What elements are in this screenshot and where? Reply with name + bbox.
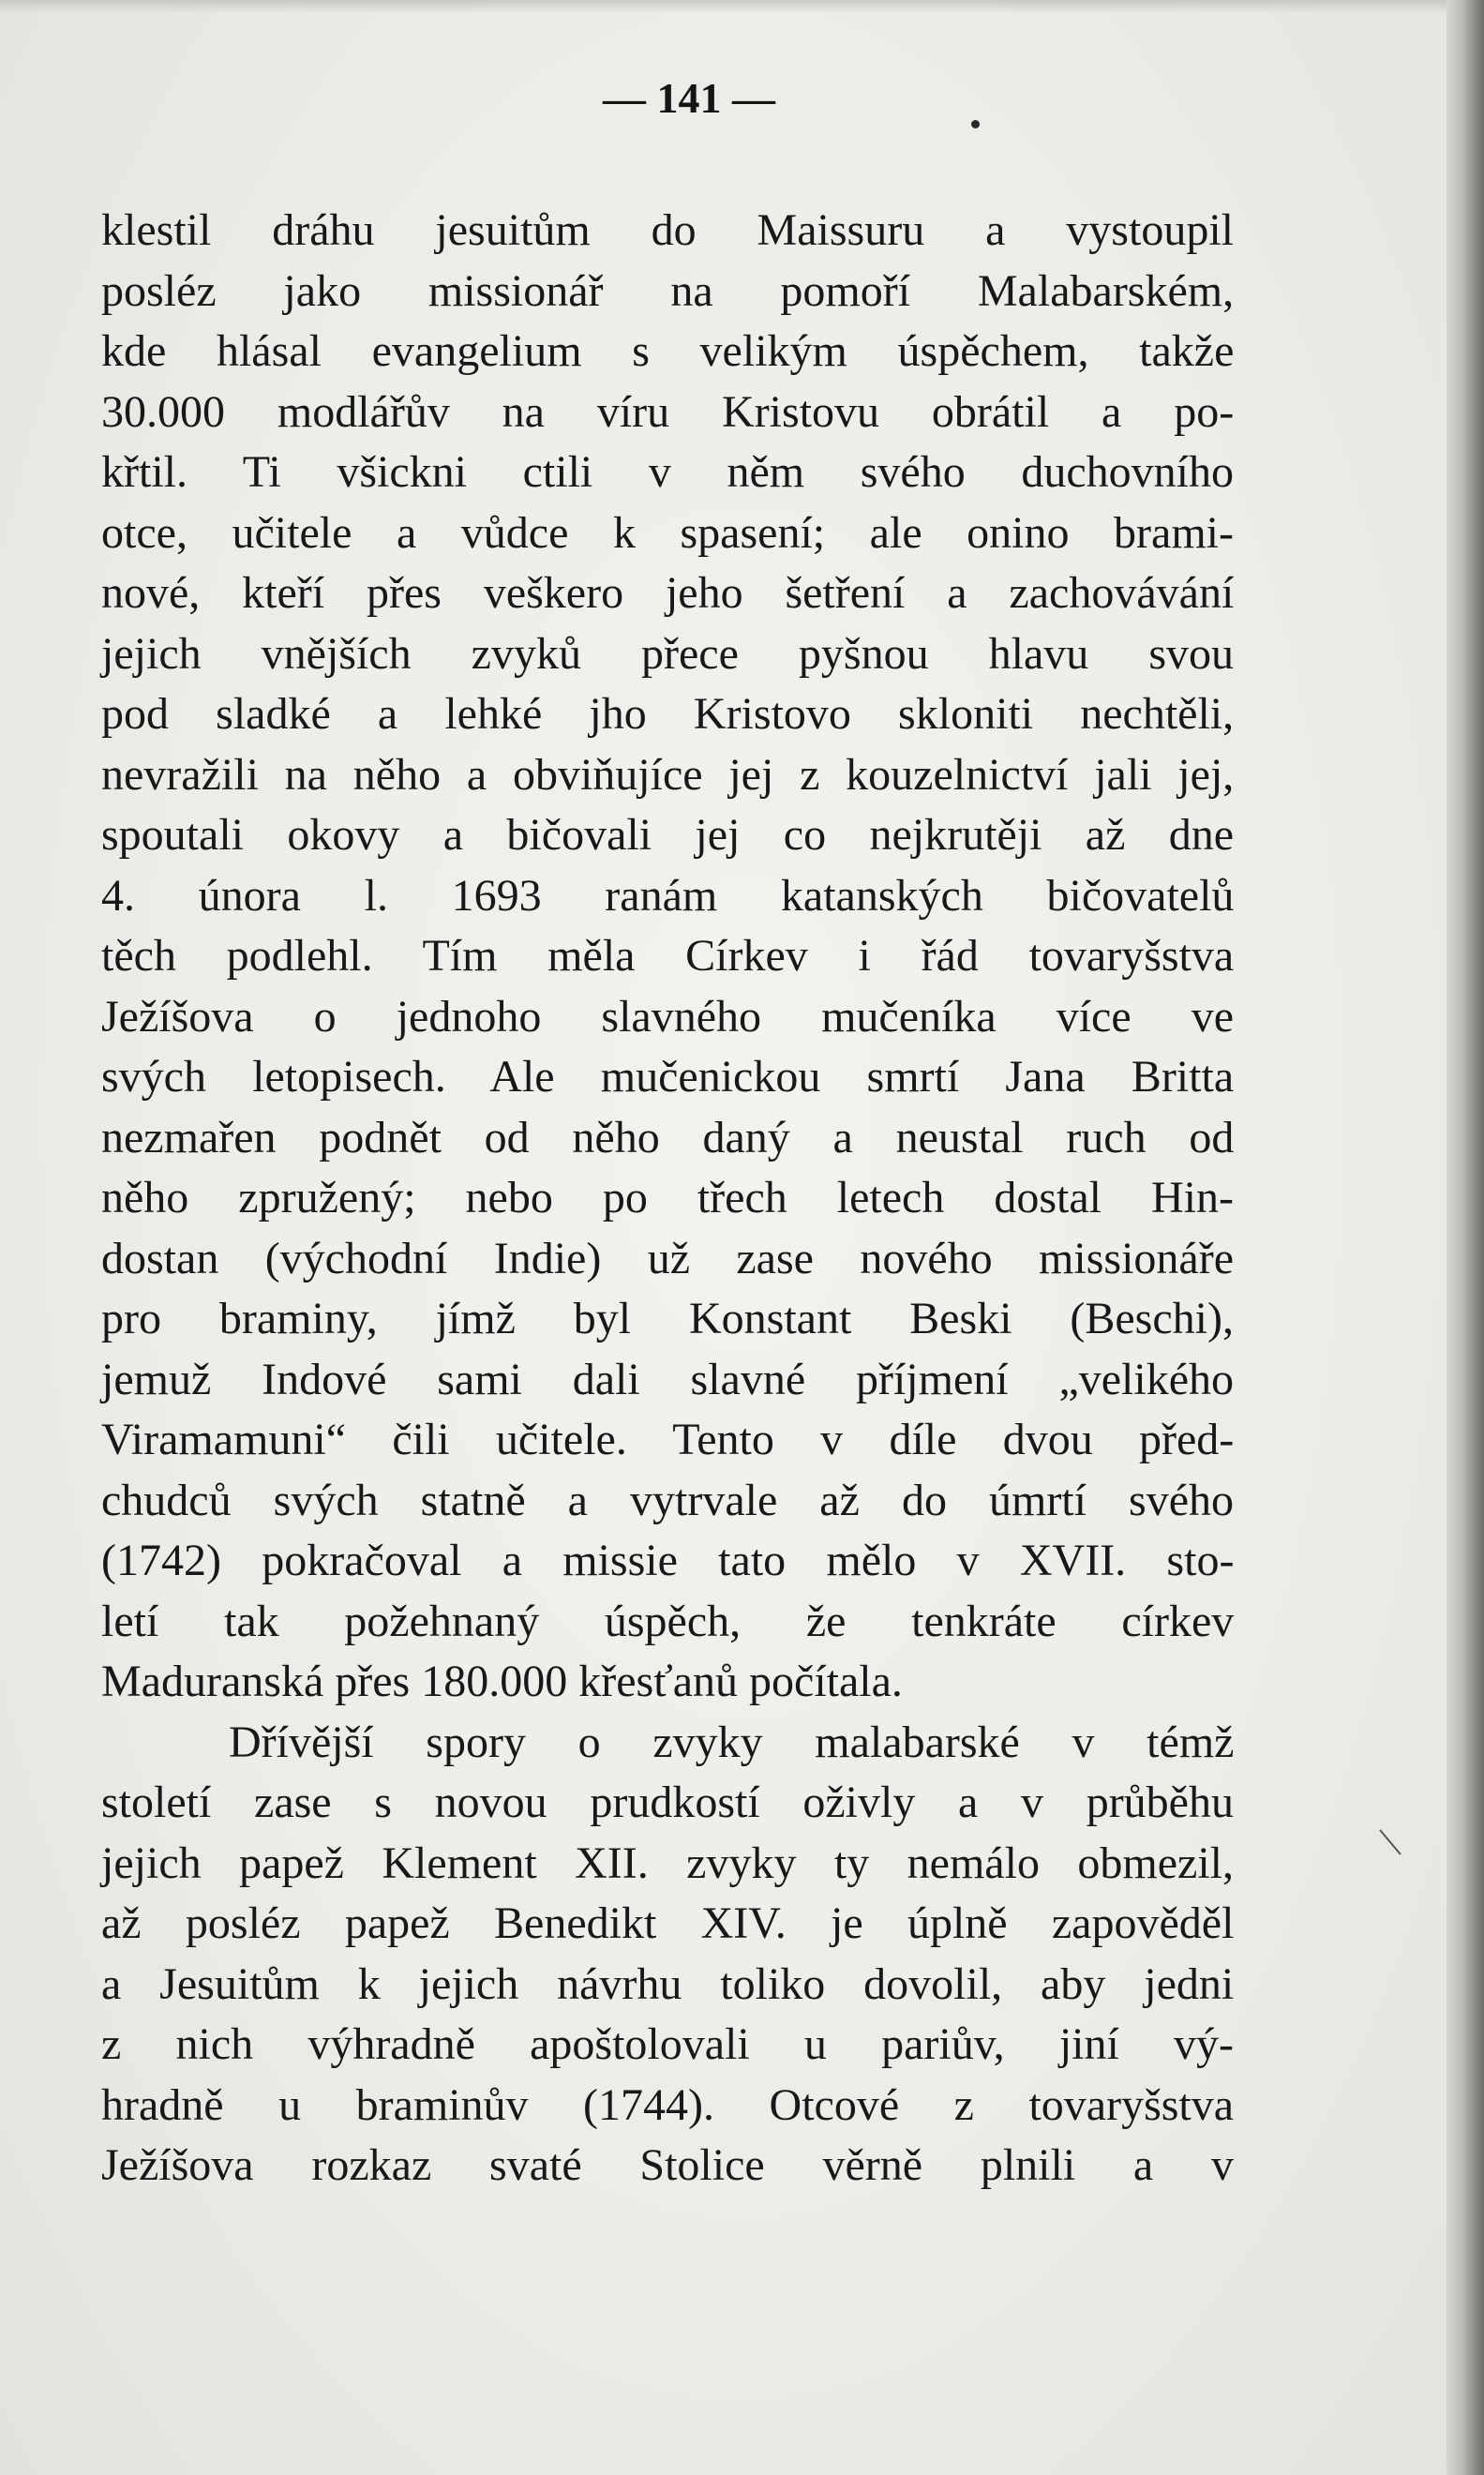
text-line: spoutali okovy a bičovali jej co nejkrutěji až dne <box>101 810 1235 860</box>
text-line: 4. února l. 1693 ranám katanských bičovatelů <box>101 870 1235 921</box>
page-top-shadow <box>0 0 1484 13</box>
text-line: Ježíšova o jednoho slavného mučeníka více ve <box>101 991 1234 1042</box>
paper-mark <box>1379 1829 1401 1854</box>
text-line: jemuž Indové sami dali slavné příjmení „velikého <box>101 1354 1235 1404</box>
text-line: otce, učitele a vůdce k spasení; ale onino brami- <box>101 507 1234 558</box>
text-line: jejich papež Klement XII. zvyky ty nemálo obmezil, <box>101 1838 1234 1888</box>
text-line: svých letopisech. Ale mučenickou smrtí Jana Britta <box>101 1052 1235 1102</box>
text-line: křtil. Ti všickni ctili v něm svého duchovního <box>101 447 1234 497</box>
text-line: těch podlehl. Tím měla Církev i řád tovaryšstva <box>101 931 1235 981</box>
text-line: dostan (východní Indie) už zase nového missionáře <box>101 1233 1234 1283</box>
text-line: posléz jako missionář na pomoří Malabarském, <box>101 265 1235 316</box>
text-line: Ježíšova rozkaz svaté Stolice věrně plnili a v <box>101 2140 1234 2190</box>
text-line: letí tak požehnaný úspěch, že tenkráte církev <box>101 1596 1235 1646</box>
text-line: pod sladké a lehké jho Kristovo skloniti nechtěli, <box>101 689 1235 739</box>
text-line: (1742) pokračoval a missie tato mělo v XVII. sto- <box>101 1536 1235 1585</box>
text-line: chudců svých statně a vytrvale až do úmrtí svého <box>101 1475 1234 1525</box>
page-number: — 141 — <box>603 74 775 122</box>
text-line: nevražili na něho a obviňujíce jej z kouzelnictví jali jej, <box>101 749 1235 800</box>
body-text <box>101 201 1234 2197</box>
text-line: z nich výhradně apoštolovali u pariův, jiní vý- <box>101 2019 1234 2069</box>
text-line: Maduranská přes 180.000 křesťanů počítala. <box>101 1657 903 1706</box>
paragraph-1 <box>101 201 1234 1713</box>
text-line: nezmařen podnět od něho daný a neustal ruch od <box>101 1112 1235 1162</box>
text-line: Dřívější spory o zvyky malabarské v témž <box>229 1717 1235 1767</box>
text-line: kde hlásal evangelium s velikým úspěchem, takže <box>101 326 1235 376</box>
text-line: Viramamuni“ čili učitele. Tento v díle dvou před- <box>101 1415 1235 1464</box>
text-line: něho zpružený; nebo po třech letech dostal Hin- <box>101 1173 1234 1222</box>
text-line: klestil dráhu jesuitům do Maissuru a vystoupil <box>101 205 1234 255</box>
text-line: nové, kteří přes veškero jeho šetření a zachovávání <box>101 568 1235 618</box>
text-line: hradně u braminův (1744). Otcové z tovaryšstva <box>101 2079 1235 2130</box>
page-right-edge-shadow <box>1447 0 1484 2475</box>
text-line: století zase s novou prudkostí oživly a v průběhu <box>101 1778 1234 1827</box>
text-line: 30.000 modlářův na víru Kristovu obrátil a po- <box>101 386 1235 437</box>
paragraph-2 <box>101 1713 1234 2197</box>
text-line: až posléz papež Benedikt XIV. je úplně zapověděl <box>101 1898 1235 1948</box>
text-line: pro braminy, jímž byl Konstant Beski (Beschi), <box>101 1294 1234 1343</box>
text-line: a Jesuitům k jejich návrhu toliko dovolil, aby jedni <box>101 1958 1235 2009</box>
ink-speck <box>971 120 980 128</box>
text-line: jejich vnějších zvyků přece pyšnou hlavu svou <box>101 628 1234 679</box>
